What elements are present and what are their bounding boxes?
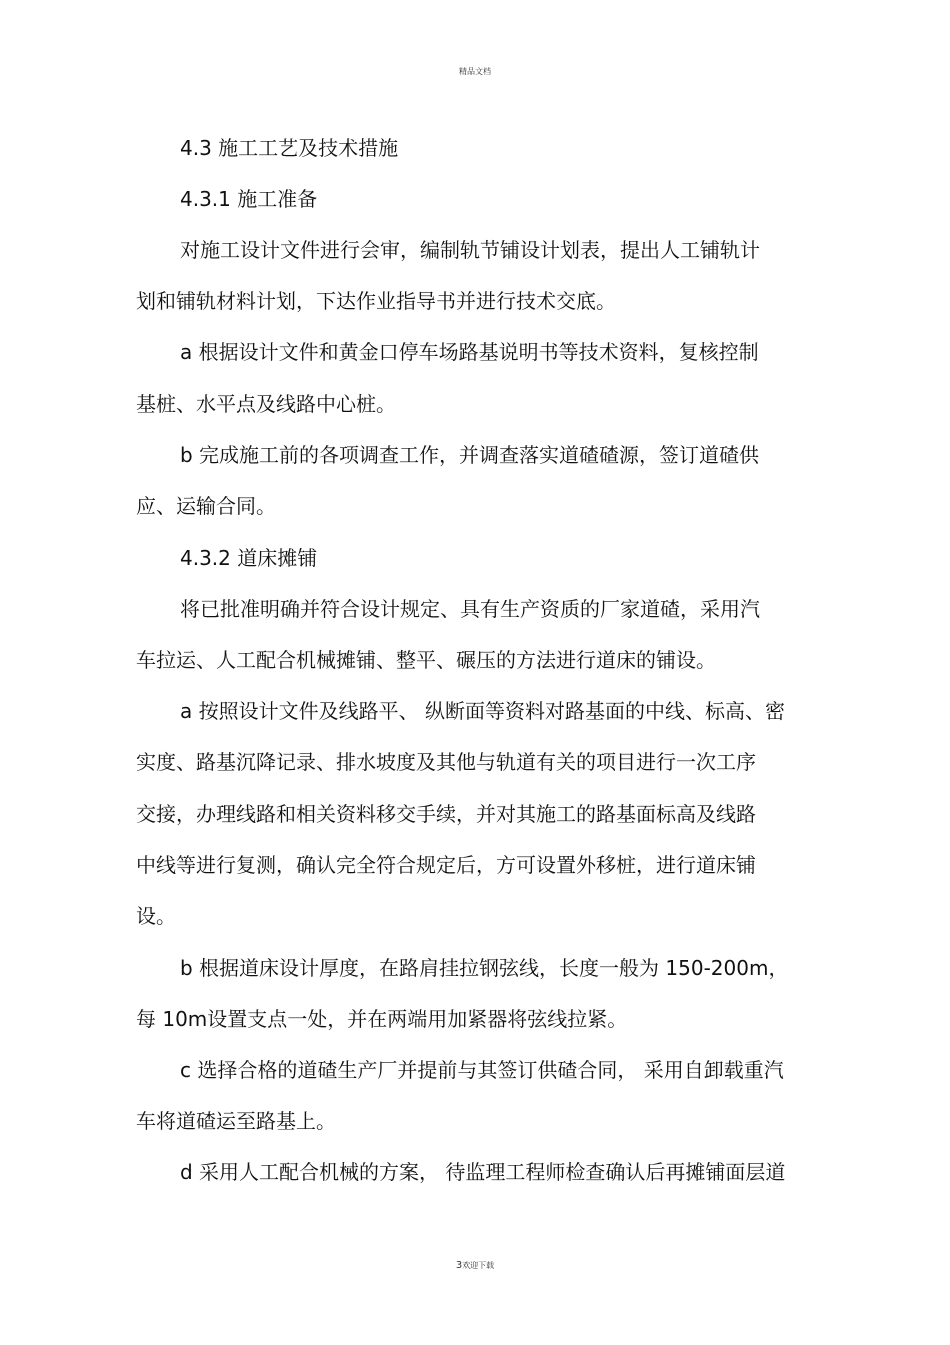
footer-text: 欢迎下载 xyxy=(462,1261,495,1270)
paragraph-line: b 根据道床设计厚度，在路肩挂拉钢弦线，长度一般为 150-200m， xyxy=(180,956,789,980)
paragraph-line: 中线等进行复测，确认完全符合规定后，方可设置外移桩，进行道床铺 xyxy=(136,853,756,877)
page-footer xyxy=(0,1260,950,1271)
paragraph-line: d 采用人工配合机械的方案， 待监理工程师检查确认后再摊铺面层道 xyxy=(180,1160,786,1184)
paragraph-line: 实度、路基沉降记录、排水坡度及其他与轨道有关的项目进行一次工序 xyxy=(136,750,756,774)
paragraph-line: 车将道碴运至路基上。 xyxy=(136,1109,336,1133)
page-header: 精品文档 xyxy=(459,67,491,76)
paragraph-line: 每 10m设置支点一处，并在两端用加紧器将弦线拉紧。 xyxy=(136,1007,628,1031)
page-number: 3 xyxy=(455,1260,463,1271)
paragraph-line: 基桩、水平点及线路中心桩。 xyxy=(136,392,396,416)
paragraph-line: 划和铺轨材料计划，下达作业指导书并进行技术交底。 xyxy=(136,289,616,313)
paragraph-line: b 完成施工前的各项调查工作，并调查落实道碴碴源，签订道碴供 xyxy=(180,443,760,467)
paragraph-line: 将已批准明确并符合设计规定、具有生产资质的厂家道碴，采用汽 xyxy=(180,597,760,621)
paragraph-line: a 根据设计文件和黄金口停车场路基说明书等技术资料，复核控制 xyxy=(180,340,759,364)
paragraph-line: 对施工设计文件进行会审，编制轨节铺设计划表，提出人工铺轨计 xyxy=(180,238,760,262)
subsection-heading: 4.3.2 道床摊铺 xyxy=(180,546,318,570)
section-heading: 4.3 施工工艺及技术措施 xyxy=(180,136,399,160)
paragraph-line: 设。 xyxy=(136,904,176,928)
paragraph-line: a 按照设计文件及线路平、 纵断面等资料对路基面的中线、标高、密 xyxy=(180,699,785,723)
paragraph-line: 车拉运、人工配合机械摊铺、整平、碾压的方法进行道床的铺设。 xyxy=(136,648,716,672)
paragraph-line: 交接，办理线路和相关资料移交手续，并对其施工的路基面标高及线路 xyxy=(136,802,756,826)
subsection-heading: 4.3.1 施工准备 xyxy=(180,187,318,211)
paragraph-line: c 选择合格的道碴生产厂并提前与其签订供碴合同， 采用自卸载重汽 xyxy=(180,1058,784,1082)
paragraph-line: 应、运输合同。 xyxy=(136,494,276,518)
